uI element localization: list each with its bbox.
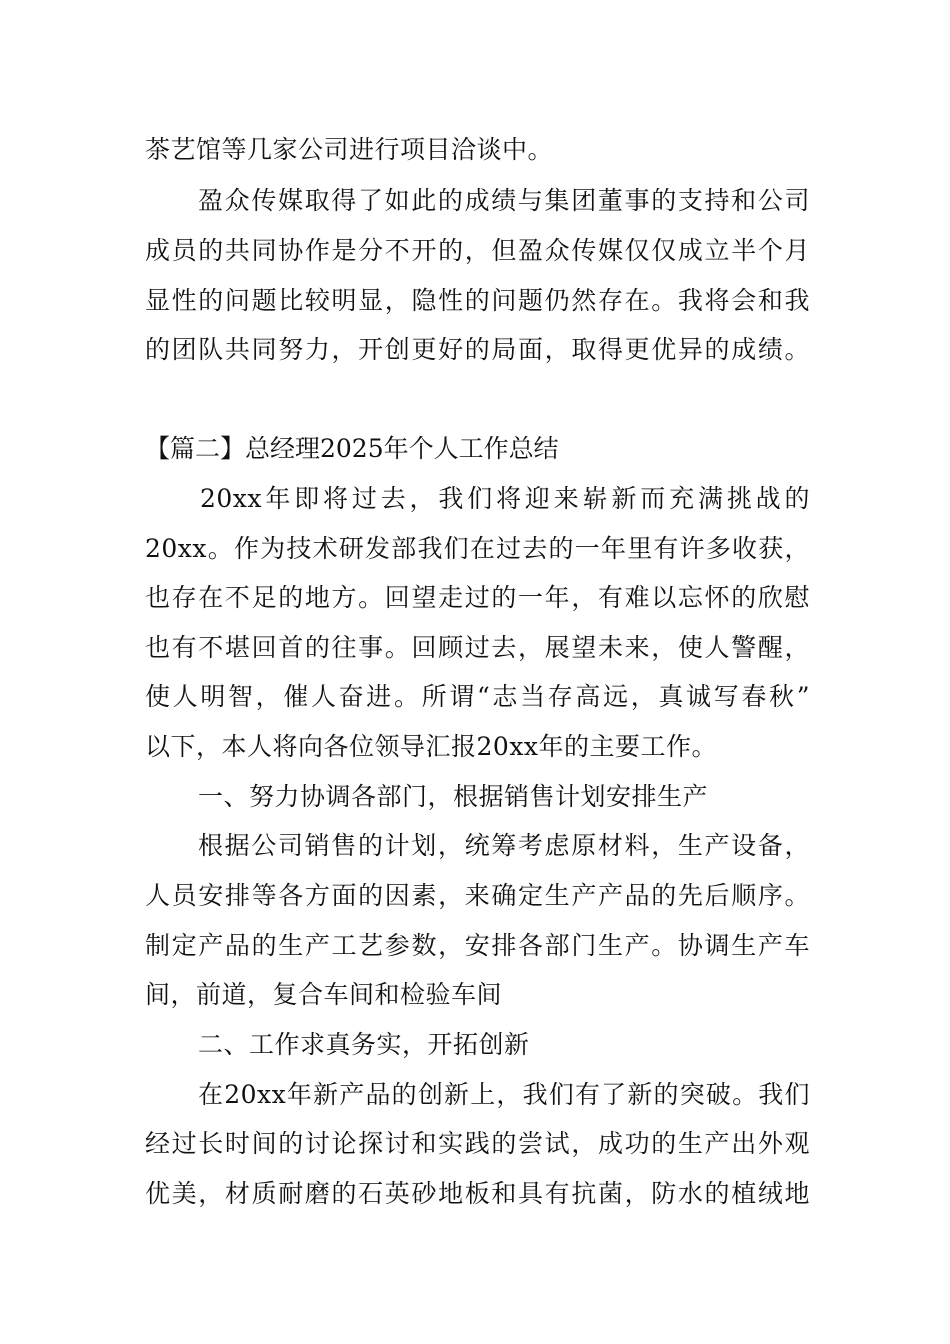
section-heading: 【篇二】总经理2025年个人工作总结 — [145, 434, 559, 463]
text-line-7: 20xx年即将过去，我们将迎来崭新而充满挑战的 — [200, 484, 810, 513]
text-line-17: 间，前道，复合车间和检验车间 — [145, 980, 503, 1009]
subheading-2: 二、工作求真务实，开拓创新 — [198, 1030, 530, 1059]
text-line-1: 茶艺馆等几家公司进行项目洽谈中。 — [145, 135, 554, 164]
text-line-2: 盈众传媒取得了如此的成绩与集团董事的支持和公司 — [198, 186, 810, 215]
text-line-14: 根据公司销售的计划，统筹考虑原材料，生产设备， — [198, 831, 810, 860]
text-line-16: 制定产品的生产工艺参数，安排各部门生产。协调生产车 — [145, 931, 810, 960]
text-line-5: 的团队共同努力，开创更好的局面，取得更优异的成绩。 — [145, 335, 810, 364]
subheading-1: 一、努力协调各部门，根据销售计划安排生产 — [198, 782, 709, 811]
text-line-10: 也有不堪回首的往事。回顾过去，展望未来，使人警醒， — [145, 633, 810, 662]
text-line-19: 在20xx年新产品的创新上，我们有了新的突破。我们 — [198, 1080, 810, 1109]
text-line-4: 显性的问题比较明显，隐性的问题仍然存在。我将会和我 — [145, 286, 810, 315]
text-line-15: 人员安排等各方面的因素，来确定生产产品的先后顺序。 — [145, 881, 810, 910]
text-line-12: 以下，本人将向各位领导汇报20xx年的主要工作。 — [145, 732, 718, 761]
text-line-8: 20xx。作为技术研发部我们在过去的一年里有许多收获， — [145, 534, 810, 563]
text-line-20: 经过长时间的讨论探讨和实践的尝试，成功的生产出外观 — [145, 1129, 810, 1158]
text-line-3: 成员的共同协作是分不开的，但盈众传媒仅仅成立半个月 — [145, 236, 810, 265]
text-line-21: 优美，材质耐磨的石英砂地板和具有抗菌，防水的植绒地 — [145, 1179, 810, 1208]
text-line-9: 也存在不足的地方。回望走过的一年，有难以忘怀的欣慰 — [145, 583, 810, 612]
text-line-11: 使人明智，催人奋进。所谓“志当存高远，真诚写春秋” — [145, 682, 810, 711]
